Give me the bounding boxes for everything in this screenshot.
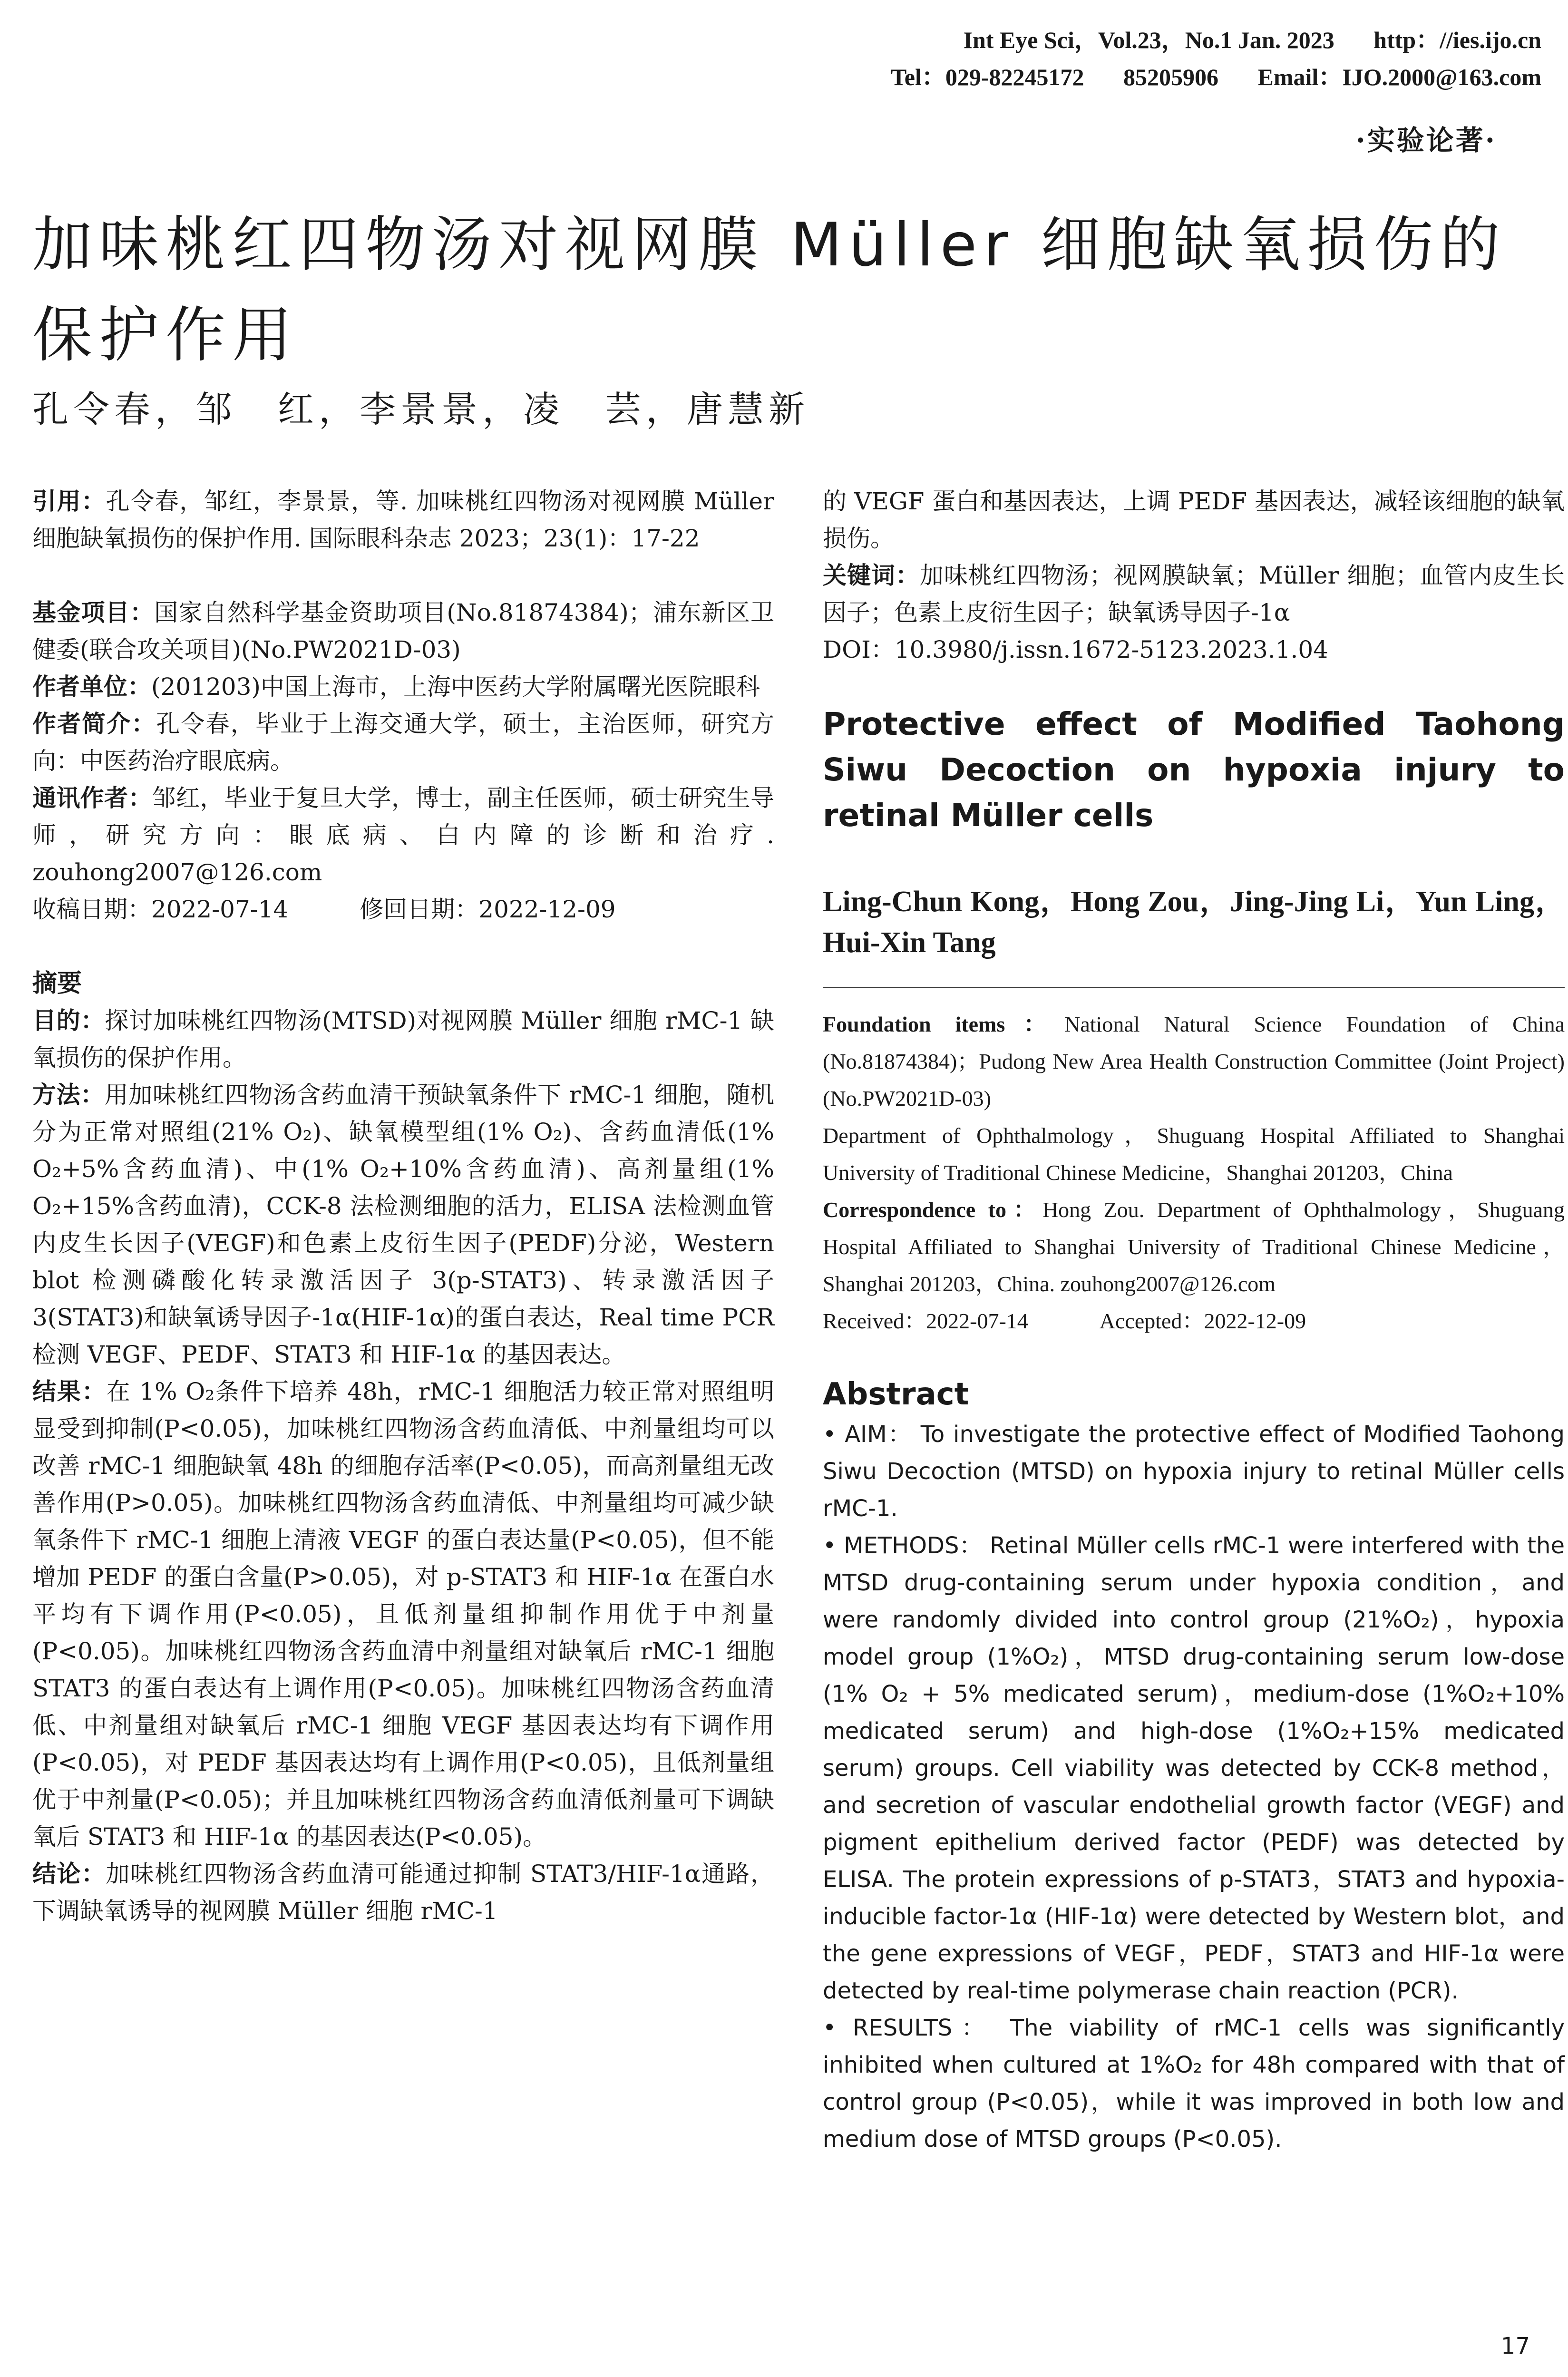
page-number: 17 bbox=[1500, 2333, 1530, 2359]
journal-citation: Int Eye Sci，Vol.23，No.1 Jan. 2023 bbox=[963, 27, 1334, 53]
left-column bbox=[32, 483, 774, 1929]
department-en: Department of Ophthalmology，Shuguang Hospital Affiliated to Shanghai University of Traditional Chinese Medicine，Shanghai 201203，China bbox=[823, 1123, 1565, 1185]
abstract-heading-cn: 摘要 bbox=[32, 969, 82, 998]
correspondence-en: Correspondence to：Hong Zou. Department of Ophthalmology，Shuguang Hospital Affiliated to Shanghai University of Traditional Chinese Medicine，Shanghai 201203，China. zouhong2007@126.com bbox=[823, 1198, 1565, 1296]
conclusion-cn-cont: 的 VEGF 蛋白和基因表达，上调 PEDF 基因表达，减轻该细胞的缺氧损伤。 bbox=[823, 487, 1565, 552]
author-unit: 作者单位：(201203)中国上海市，上海中医药大学附属曙光医院眼科 bbox=[32, 673, 760, 701]
journal-header-line2 bbox=[891, 58, 1541, 92]
fund: 基金项目：国家自然科学基金资助项目(No.81874384)；浦东新区卫健委(联合攻关项目)(No.PW2021D-03) bbox=[32, 599, 775, 663]
conclusion-cn: 结论：加味桃红四物汤含药血清可能通过抑制 STAT3/HIF-1α通路，下调缺氧诱导的视网膜 Müller 细胞 rMC-1 bbox=[32, 1860, 774, 1925]
journal-email[interactable]: Email：IJO.2000@163.com bbox=[1257, 64, 1541, 90]
article-title-en: Protective effect of Modified Taohong Siwu Decoction on hypoxia injury to retinal Müller cells bbox=[823, 706, 1565, 834]
results-en: • RESULTS： The viability of rMC-1 cells was significantly inhibited when cultured at 1%O₂ for 48h compared with that of control group (P<0.05)，while it was improved in both low and medium dose of MTSD groups (P<0.05). bbox=[823, 2015, 1565, 2153]
doi[interactable]: DOI：10.3980/j.issn.1672-5123.2023.1.04 bbox=[823, 636, 1328, 663]
journal-url[interactable]: http：//ies.ijo.cn bbox=[1373, 27, 1541, 53]
article-title-cn: 加味桃红四物汤对视网膜 Müller 细胞缺氧损伤的保护作用 bbox=[32, 210, 1507, 370]
results-cn: 结果：在 1% O₂条件下培养 48h，rMC-1 细胞活力较正常对照组明显受到抑制(P<0.05)，加味桃红四物汤含药血清低、中剂量组均可以改善 rMC-1 细胞缺氧 48h 的细胞存活率(P<0.05)，而高剂量组无改善作用(P>0.05)。加味桃红四物汤含药血清低、中剂量组均可减少缺氧条件下 rMC-1 细胞上清液 VEGF 的蛋白表达量(P<0.05)，但不能增加 PEDF 的蛋白含量(P>0.05)，对 p-STAT3 和 HIF-1α 在蛋白水平均有下调作用(P<0.05)，且低剂量组抑制作用优于中剂量(P<0.05)。加味桃红四物汤含药血清中剂量组对缺氧后 rMC-1 细胞 STAT3 的蛋白表达有上调作用(P<0.05)。加味桃红四物汤含药血清低、中剂量组对缺氧后 rMC-1 细胞 VEGF 基因表达均有下调作用(P<0.05)，对 PEDF 基因表达均有上调作用(P<0.05)，且低剂量组优于中剂量(P<0.05)；并且加味桃红四物汤含药血清低剂量可下调缺氧后 STAT3 和 HIF-1α 的基因表达(P<0.05)。 bbox=[32, 1378, 774, 1851]
dates-en: Received：2022-07-14 Accepted：2022-12-09 bbox=[823, 1309, 1306, 1333]
keywords-cn: 关键词：加味桃红四物汤；视网膜缺氧；Müller 细胞；血管内皮生长因子；色素上皮衍生因子；缺氧诱导因子-1α bbox=[823, 562, 1565, 626]
abstract-heading-en: Abstract bbox=[823, 1377, 969, 1412]
journal-header-line1 bbox=[964, 21, 1541, 55]
journal-tel: Tel：029-82245172 bbox=[891, 64, 1084, 90]
section-tag: ·实验论著· bbox=[1355, 124, 1497, 156]
citation: 引用：孔令春，邹红，李景景，等. 加味桃红四物汤对视网膜 Müller 细胞缺氧损伤的保护作用. 国际眼科杂志 2023；23(1)：17-22 bbox=[32, 487, 774, 552]
methods-cn: 方法：用加味桃红四物汤含药血清干预缺氧条件下 rMC-1 细胞，随机分为正常对照组(21% O₂)、缺氧模型组(1% O₂)、含药血清低(1% O₂+5%含药血清)、中(1% O₂+10%含药血清)、高剂量组(1% O₂+15%含药血清)，CCK-8 法检测细胞的活力，ELISA 法检测血管内皮生长因子(VEGF)和色素上皮衍生因子(PEDF)分泌，Western blot 检测磷酸化转录激活因子 3(p-STAT3)、转录激活因子 3(STAT3)和缺氧诱导因子-1α(HIF-1α)的蛋白表达，Real time PCR 检测 VEGF、PEDF、STAT3 和 HIF-1α 的基因表达。 bbox=[32, 1081, 774, 1368]
column-divider bbox=[823, 987, 1565, 988]
authors-cn: 孔令春，邹 红，李景景，凌 芸，唐慧新 bbox=[32, 388, 809, 430]
corresponding-author: 通讯作者：邹红，毕业于复旦大学，博士，副主任医师，硕士研究生导师，研究方向：眼底病、白内障的诊断和治疗. zouhong2007@126.com bbox=[32, 784, 775, 886]
author-bio: 作者简介：孔令春，毕业于上海交通大学，硕士，主治医师，研究方向：中医药治疗眼底病。 bbox=[32, 710, 775, 775]
methods-en: • METHODS： Retinal Müller cells rMC-1 were interfered with the MTSD drug-containing serum under hypoxia condition，and were randomly divided into control group (21%O₂)，hypoxia model group (1%O₂)，MTSD drug-containing serum low-dose (1% O₂ + 5% medicated serum)，medium-dose (1%O₂+10% medicated serum) and high-dose (1%O₂+15% medicated serum) groups. Cell viability was detected by CCK-8 method，and secretion of vascular endothelial growth factor (VEGF) and pigment epithelium derived factor (PEDF) was detected by ELISA. The protein expressions of p-STAT3，STAT3 and hypoxia-inducible factor-1α (HIF-1α) were detected by Western blot，and the gene expressions of VEGF，PEDF，STAT3 and HIF-1α were detected by real-time polymerase chain reaction (PCR). bbox=[823, 1532, 1565, 2004]
authors-en: Ling-Chun Kong，Hong Zou，Jing-Jing Li，Yun Ling，Hui-Xin Tang bbox=[823, 886, 1565, 959]
aim-en: • AIM： To investigate the protective effect of Modified Taohong Siwu Decoction (MTSD) on hypoxia injury to retinal Müller cells rMC-1. bbox=[823, 1421, 1565, 1522]
aim-cn: 目的：探讨加味桃红四物汤(MTSD)对视网膜 Müller 细胞 rMC-1 缺氧损伤的保护作用。 bbox=[32, 1007, 774, 1072]
dates-cn: 收稿日期：2022-07-14 修回日期：2022-12-09 bbox=[32, 896, 616, 923]
right-column bbox=[823, 483, 1565, 2158]
journal-tel2: 85205906 bbox=[1123, 64, 1219, 90]
foundation-en: Foundation items：National Natural Science Foundation of China (No.81874384)；Pudong New Area Health Construction Committee (Joint Project) (No.PW2021D-03) bbox=[823, 1012, 1565, 1111]
